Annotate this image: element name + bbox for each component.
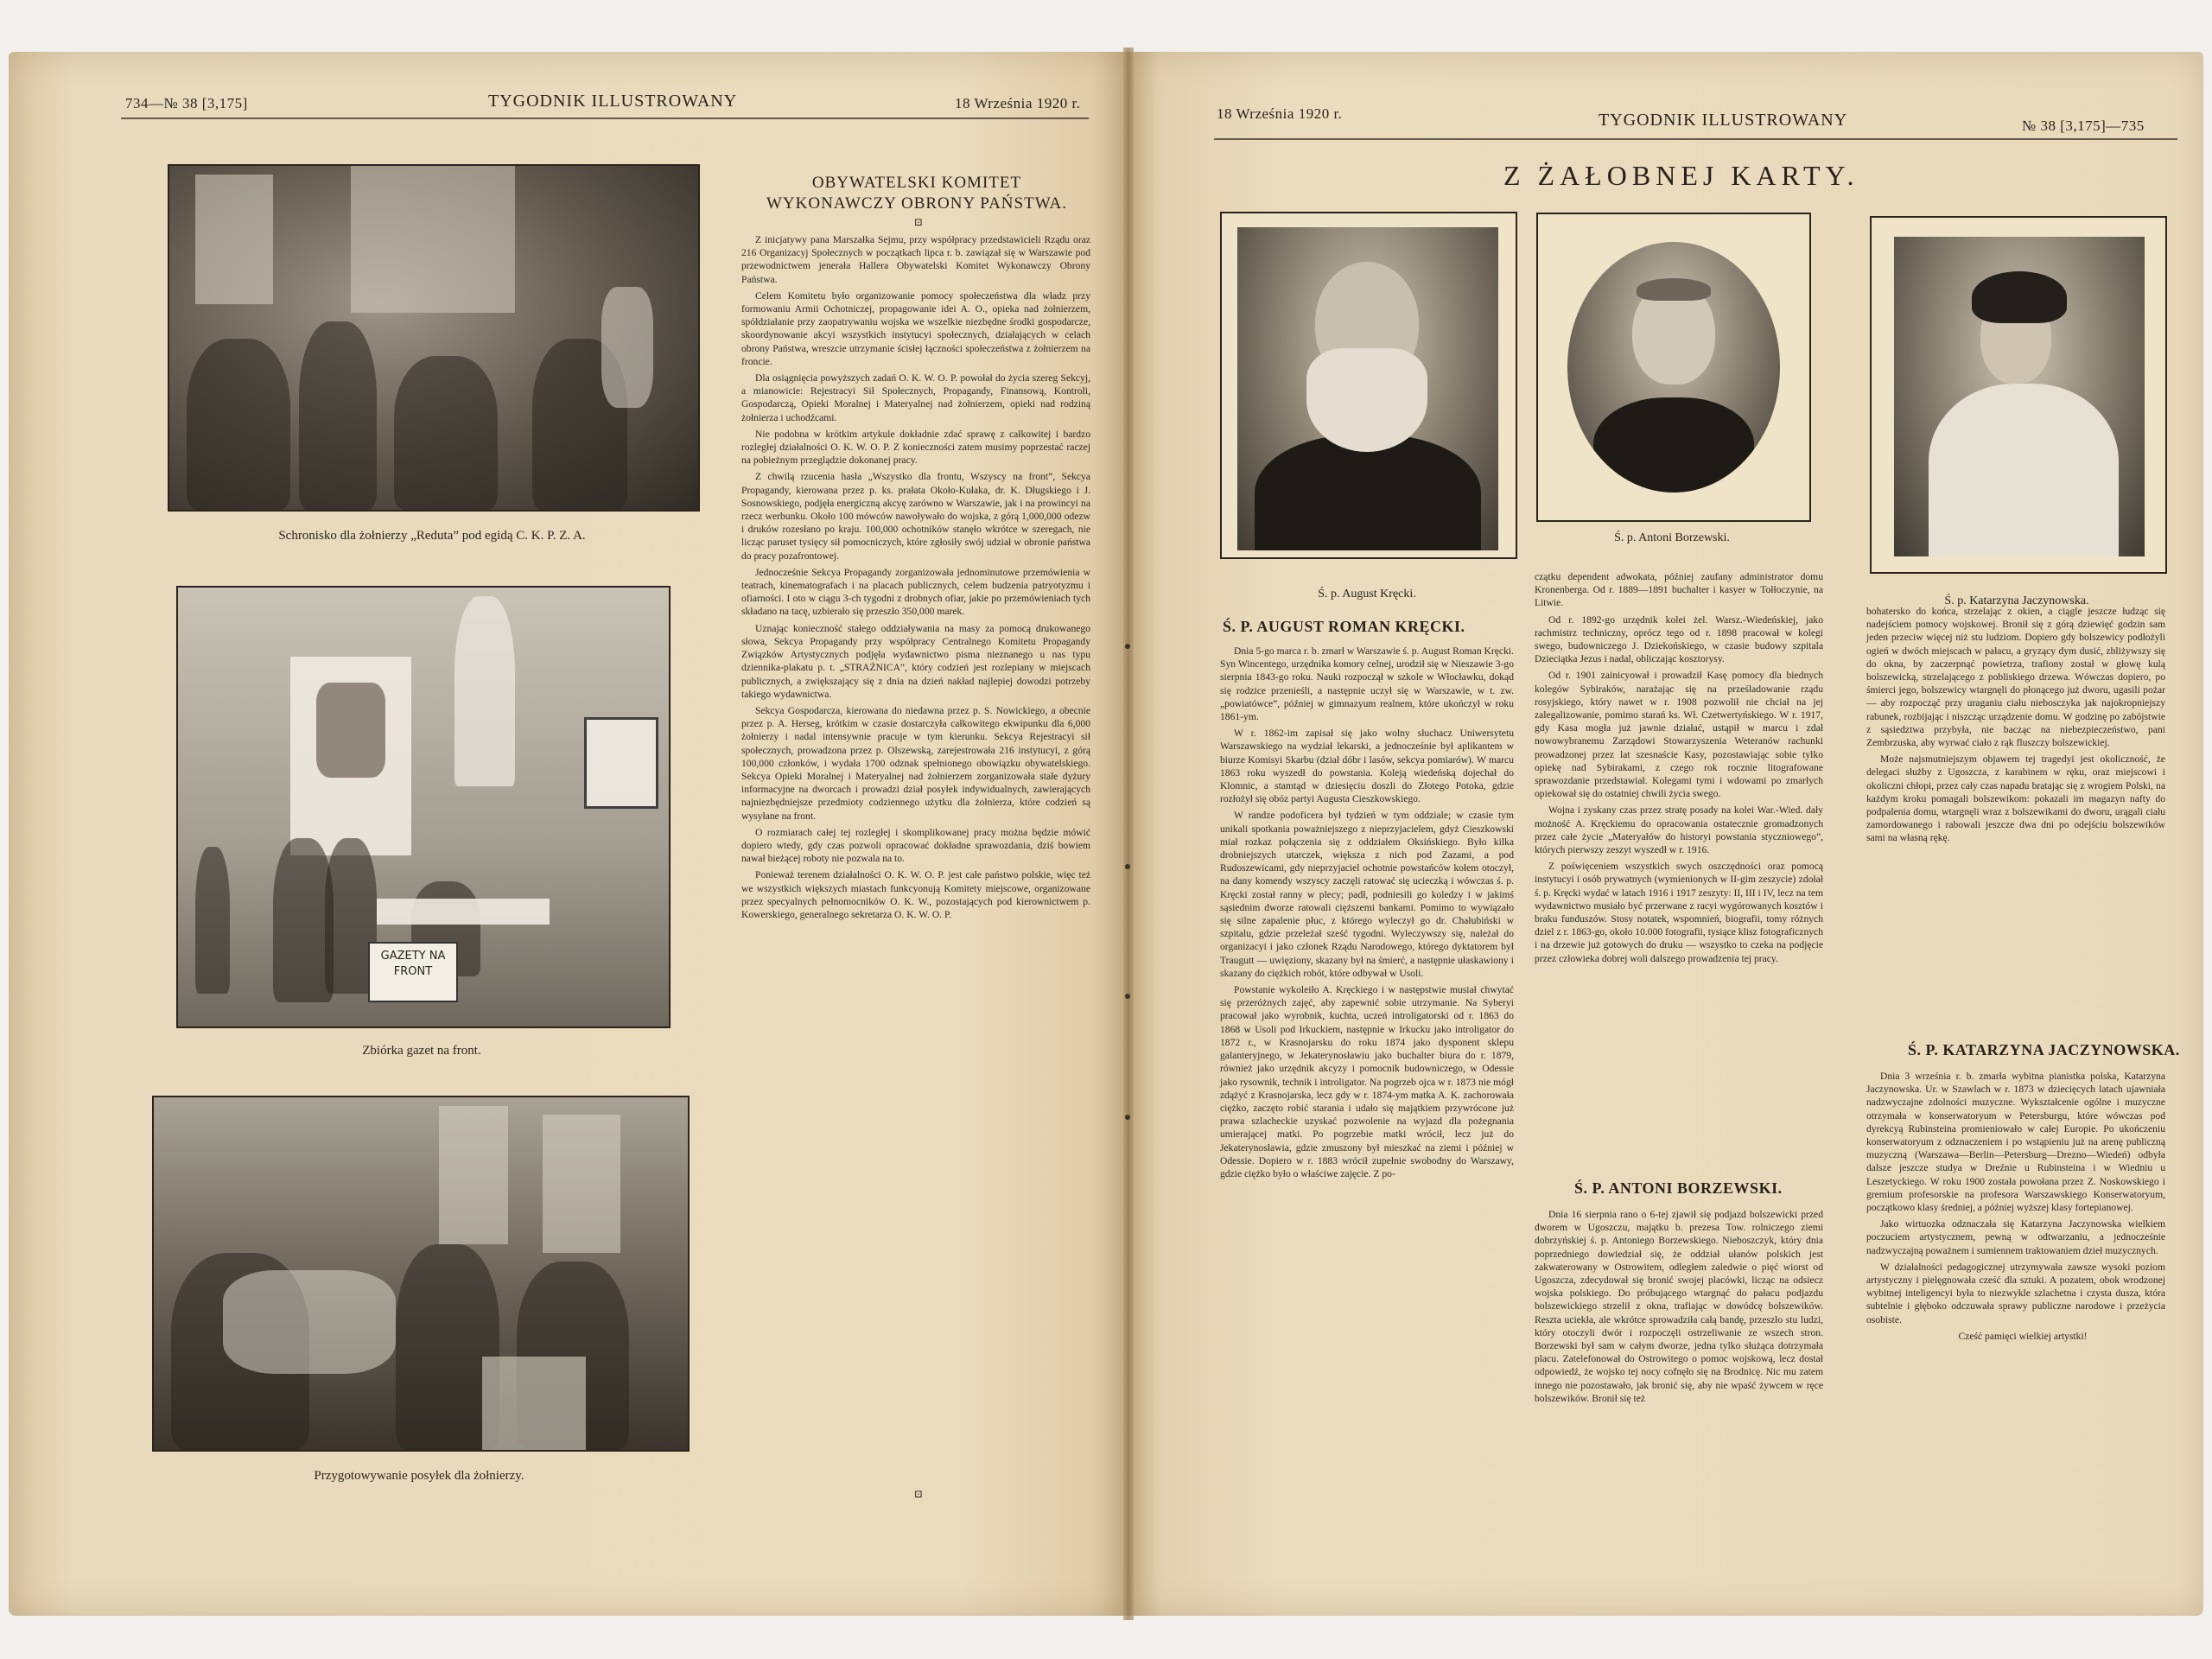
obituary-paragraph: Z poświęceniem wszystkich swych oszczędności oraz pomocą instytucyi i osób prywatnych (wymienionych w II-gim zeszycie) zdołał ś. p. Kręcki wydać w latach 1916 i 1917 zeszyty: II, III i IV, lecz na tem wydawnictwo musiało być przerwane z racyi wygórowanych kosztów i braku funduszów. Stosy notatek, wspomnień, biografii, tomy różnych dziel z r. 1863-go, około 10.000 fotografii, tysiące klisz fotograficznych i na drzewie już gotowych do druku — wszystko to czeka na podjęcie przez człowieka dobrej woli dalszego prowadzenia tej pracy.	[1535, 861, 1823, 964]
obituary-paragraph: Wojna i zyskany czas przez stratę posady na kolei War.-Wied. dały możność A. Kręckiemu do opracowania ostatecznie gromadzonych przez całe życie „Materyałów do historyi powstania styczniowego”, których pierwszy zeszyt wyszedł w r. 1916.	[1535, 804, 1823, 856]
article-title-line-2: WYKONAWCZY OBRONY PAŃSTWA.	[766, 194, 1067, 213]
portrait-frame-jaczynowska	[1870, 216, 2167, 574]
article-end-ornament: ⊡	[914, 1488, 924, 1500]
right-header-title: TYGODNIK ILLUSTROWANY	[1599, 111, 1848, 130]
portrait-antoni-borzewski	[1567, 242, 1780, 493]
obituary-paragraph: W randze podoficera był tydzień w tym oddziale; w czasie tym unikali spotkania poważniejszego z nieprzyjacielem, gdyż Cieszkowski miał rozkaz połączenia się z oddziałem Oksińskiego. Było kilka drobniejszych utarczek, większa z nich pod Zazami, a pod Rudoszewicami, gdy nieprzyjaciel ochotnie powstańców kołem otoczył, na dany komendy wszyscy zaczęli ratować się ucieczką i wówczas ś. p. Kręcki został ranny w plecy; padł, podniesili go koledzy i w jakimś sąsiednim dworze ratowali cięższemi bankami. Pomimo to wywiązało się silne zapalenie płuc, z którego wyleczył go dr. Chałubiński w szpitalu, gdzie przeleżał sześć tygodni. Wyleczywszy się, należał do organizacyi i jako członek Rządu Narodowego, którego dyktatorem był Traugutt — uwięziony, skazany był na śmierć, a następnie ułaskawiony i skazany do ciężkich robót, które odbywał w Usoli.	[1220, 810, 1514, 979]
obituary-paragraph: czątku dependent adwokata, później zaufany administrator domu Kronenberga. Od r. 1889—1891 buchalter i kasyer w Tołłoczynie, na Litwie.	[1535, 571, 1823, 609]
portrait-august-krecki	[1237, 227, 1498, 550]
portrait-caption-borzewski: Ś. p. Antoni Borzewski.	[1614, 531, 1730, 544]
article-paragraph: Uznając konieczność stałego oddziaływania na masy za pomocą drukowanego słowa, Sekcya Propagandy przy współpracy Centralnego Komitetu Propagandy Związków Artystycznych podjęła wydawnictwo pisma nieznanego u nas typu dziennika-plakatu p. t. „STRAŻNICA”, który codzień jest rozlepiany w miejscach publicznych, a zwiększający się z dnia na dzień nakład najlepiej dowodzi potrzeby takiego wydawnictwa.	[741, 622, 1090, 700]
article-paragraph: Z inicjatywy pana Marszałka Sejmu, przy współpracy przedstawicieli Rządu oraz 216 Organizacyj Społecznych w początkach lipca r. b. zawiązał się w Warszawie pod przewodnictwem jenerała Hallera Obywatelski Komitet Wykonawczy Obrony Państwa.	[741, 234, 1090, 285]
photo-reduta-shelter	[168, 164, 700, 512]
left-header-title: TYGODNIK ILLUSTROWANY	[488, 92, 738, 111]
article-paragraph: Dla osiągnięcia powyższych zadań O. K. W. O. P. powołał do życia szereg Sekcyj, a mianowicie: Rejestracyi Sił Społecznych, Propagandy, Finansową, Kontroli, Gospodarczą, Opieki Moralnej i Materyalnej nad żołnierzem, opieki nad rodziną żołnierza i uchodźcami.	[741, 372, 1090, 423]
article-paragraph: Sekcya Gospodarcza, kierowana do niedawna przez p. S. Nowickiego, a obecnie przez p. A. Herseg, krótkim w czasie dostarczyła całkowitego ekwipunku dla 6,000 żołnierzy i nadal intensywnie pracuje w tym kierunku. Sekcya Rejestracyi sił społecznych, prowadzona przez p. Olszewską, zarejestrowała 216 instytucyi, z górą 100,000 członków, i wydała 1700 odznak spełnionego obowiązku obywatelskiego. Sekcya Opieki Moralnej i Materyalnej nad żołnierzem zorganizowała stałe dyżury informacyjne na dworcach i prowadzi dział posyłek indywidualnych, zawierających najniezbędniejsze przedmioty codziennego użytku dla żołnierza, które codzień są wysyłane na front.	[741, 704, 1090, 822]
portrait-caption-jaczynowska: Ś. p. Katarzyna Jaczynowska.	[1944, 594, 2089, 607]
left-header-date: 18 Września 1920 r.	[955, 95, 1081, 111]
article-paragraph: Ponieważ terenem działalności O. K. W. O. P. jest całe państwo polskie, więc też we wszystkich większych miastach funkcyonują Komitety miejscowe, organizowane przez specyalnych pełnomocników O. K. W., pozostających pod kierownictwem p. Kowerskiego, generalnego sekretarza O. K. W. O. P.	[741, 869, 1090, 920]
right-header-date: 18 Września 1920 r.	[1217, 105, 1343, 122]
article-paragraph: Nie podobna w krótkim artykule dokładnie zdać sprawę z całkowitej i bardzo rozległej działalności O. K. W. O. P. Z konieczności zatem musimy poprzestać raczej na pobieżnym przeglądzie dokonanej pracy.	[741, 428, 1090, 467]
photo-newspaper-collection	[176, 586, 671, 1028]
binding-hole	[1125, 1115, 1130, 1120]
left-header-rule	[121, 118, 1089, 119]
portrait-frame-krecki	[1220, 212, 1517, 559]
column-3	[1866, 605, 2165, 849]
article-paragraph: Jednocześnie Sekcya Propagandy zorganizowała jednominutowe przemówienia w teatrach, kinematografach i na placach publicznych, celem budzenia patryotyzmu i ofiarności. I oto w ciągu 3-ch tygodni z drobnych ofiar, jakie po przemówieniach tych składano na tacę, uzbierało się przeszło 350,000 marek.	[741, 566, 1090, 618]
obituary-paragraph: Od r. 1901 zainicyował i prowadził Kasę pomocy dla biednych kolegów Sybiraków, narażając się na prześladowanie rządu rosyjskiego, który nawet w r. 1908 pozwolił nie chciał na jej zalegalizowanie, pomimo starań ks. Wł. Czetwertyńskiego. W r. 1917, gdy Kasa mogła już jawnie działać, ustąpił w marcu i zdał nowowybranemu Zarządowi Stowarzyszenia Weteranów rachunki prowadzonej przez lat szesnaście Kasy, pozostawiając sobie tylko opiekę nad Sybirakami, z czego rok rocznie litografowane sprawozdanie przedstawiał. Kolegami tymi i wdowami po zmarłych opiekował się do ostatniej chwili życia swego.	[1535, 670, 1823, 800]
obituary-paragraph: Dnia 3 września r. b. zmarła wybitna pianistka polska, Katarzyna Jaczynowska. Ur. w Szawlach w r. 1873 w dziecięcych latach ujawniała nadzwyczajne zdolności muzyczne. Wykształcenie ogólne i muzyczne otrzymała w konserwatoryum w Petersburgu, które wówczas pod dyrekcyą Rubinsteina promieniowało w całej Europie. Po ukończeniu konserwatoryum z odznaczeniem i po wstąpieniu już na arenę publiczną muzyczną (Warszawa—Berlin—Petersburg—Drezno—Wiedeń) odbyła dalsze jeszcze studya w Dreźnie u Rubinsteina i w Wiedniu u Leszetyckiego. W roku 1900 została powołana przez Z. Noskowskiego i gremium profesorskie na profesora Warszawskiego Konserwatoryum, początkowo klasy średniej, a później wyższej klasy fortepianowej.	[1866, 1071, 2165, 1214]
article-paragraph: Celem Komitetu było organizowanie pomocy społeczeństwa dla władz przy formowaniu Armii Ochotniczej, propagowanie idei A. O., opieka nad żołnierzem, spółdziałanie przy zaopatrywaniu wojska we wszelkie niezbędne środki gospodarcze, skoordynowanie akcyi wszystkich instytucyi społecznych, działających w celach obrony Państwa, wreszcie utrzymanie ścisłej łączności społeczeństwa z żołnierzem na froncie.	[741, 289, 1090, 367]
obituary-paragraph: W działalności pedagogicznej utrzymywała zawsze wysoki poziom artystyczny i pielęgnowała cześć dla sztuki. A pozatem, obok wrodzonej wybitnej inteligencyi była to niezwykle szlachetna i czysta dusza, która subtelnie i głęboko odczuwała sprawy publiczne narodowe i przeżycia osobiste.	[1866, 1261, 2165, 1325]
book-gutter	[1123, 48, 1134, 1620]
column-1	[1220, 645, 1514, 1184]
right-header-rule	[1214, 138, 2177, 140]
article-body	[741, 233, 1090, 925]
portrait-caption-krecki: Ś. p. August Kręcki.	[1318, 588, 1416, 601]
article-title-line-1: OBYWATELSKI KOMITET	[811, 174, 1022, 192]
obituary-closing: Cześć pamięci wielkiej artystki!	[1958, 1330, 2088, 1342]
obituary-paragraph: Powstanie wykoleiło A. Kręckiego i w następstwie musiał chwytać się przeróżnych zajęć, aby zapewnić sobie utrzymanie. Na Syberyi pracował jako wyrobnik, kuchta, uczeń introligatorski od r. 1863 do 1868 w Usoli pod Irkuckiem, następnie w Irkucku jako introligator do 1872 r., w Krasnojarsku do roku 1874 jako dysponent sklepu galanteryjnego, w Jekaterynosławiu jako buchalter biura do r. 1879, również jako urzędnik akcyzy i pomocnik budowniczego, w Odessie jako rysownik, technik i introligator. Na pogrzeb ojca w r. 1873 nie mógł zdążyć z Krasnojarska, lecz gdy w r. 1874-ym matka A. K. zachorowała ciężko, zaczęto robić starania i udało się majątkiem przywrócone już prawa szlacheckie uzyskać pozwolenie na wyjazd dla pożegnania umierającej matki. Po pogrzebie matki wrócił, lecz już do Jekaterynosławia, gdzie zmuszony był mieszkać na ziemi i później w Odessie. Dopiero w r. 1883 wrócił zupełnie swobodny do Warszawy, gdzie ciężko było o właściwe zajęcie. Z po-	[1220, 984, 1514, 1179]
caption-photo-2: Zbiórka gazet na front.	[362, 1044, 481, 1058]
binding-hole	[1125, 644, 1130, 649]
binding-hole	[1125, 864, 1130, 869]
portrait-frame-borzewski	[1536, 213, 1811, 522]
binding-hole	[1125, 994, 1130, 999]
heading-krecki: Ś. P. AUGUST ROMAN KRĘCKI.	[1223, 618, 1465, 635]
article-paragraph: O rozmiarach całej tej rozległej i skomplikowanej pracy można będzie mówić dopiero wtedy, gdy czas pozwoli opracować dokładne sprawozdania, dziś bowiem nawał bieżącej roboty nie pozwala na to.	[741, 826, 1090, 865]
caption-photo-3: Przygotowywanie posyłek dla żołnierzy.	[314, 1469, 524, 1483]
left-page-number: 734—№ 38 [3,175]	[125, 95, 248, 111]
column-3b	[1866, 1070, 2165, 1346]
right-page-number: № 38 [3,175]—735	[2022, 118, 2145, 134]
obituary-paragraph: Dnia 16 sierpnia rano o 6-tej zjawił się podjazd bolszewicki przed dworem w Ugoszczu, majątku b. prezesa Tow. rolniczego ziemi dobrzyńskiej ś. p. Antoniego Borzewskiego. Nieboszczyk, który dnia poprzedniego dowiedział się, że oddział ułanów polskich jest zakwaterowany w Ostrowitem, odległem zaledwie o pięć wiorst od Ugoszcza, zdecydował się bronić swojej placówki, licząc na odsiecz wojska polskiego. Do próbującego wtargnąć do pałacu podjazdu bolszewickiego strzelił z okna, trafiając w dowódcę bolszewików. Reszta uciekła, ale wkrótce sprowadziła całą bandę, przeszło stu ludzi, który otoczyli dwór i rozpoczęli ostrzeliwanie ze wszech stron. Borzewski był sam w całym dworze, jedna tylko służąca dotrzymała placu. Zatelefonował do Ostrowitego o pomoc wojskową, lecz dostał odpowiedź, że wojsko tej nocy cofnęło się na Brodnicę. Nic mu zatem innego nie pozostawało, jak bronić się, aby nie wpaść żywcem w ręce bolszewików. Bronił się też	[1535, 1209, 1823, 1404]
obituary-paragraph: bohatersko do końca, strzelając z okien, a ciągle jeszcze łudząc się nadejściem pomocy wojskowej. Bronił się z górą dziewięć godzin sam jeden przeciw więcej niż stu ludziom. Dopiero gdy bolszewicy podłożyli ogień w dwóch miejscach w pałacu, a gryzący dym dusić, zbliżywszy się do okna, by zaczerpnąć powietrza, trafiony został w głowę kulą bolszewicką, strzelającego z pobliskiego drzewa. Wówczas dopiero, po śmierci jego, bolszewicy wtargnęli do płonącego już dworu, ugasili pożar — aby rozpocząć przy uraganiu ciału niebosczyka jak najokropniejszy rabunek, rozbijając i niszcząc urządzenie domu. W godzinę po zabójstwie z sąsiedztwa przybyła, nie bacząc na niebezpieczeństwo, pani Zembrzuska, aby wyrwać ciało z rąk fluszczy bolszewickiej.	[1866, 606, 2165, 749]
column-2b	[1535, 1208, 1823, 1408]
portrait-katarzyna-jaczynowska	[1894, 237, 2145, 556]
sign-gazety-na-front: GAZETY NA FRONT	[368, 942, 458, 1002]
obituary-paragraph: W r. 1862-im zapisał się jako wolny słuchacz Uniwersytetu Warszawskiego na wydział lekarski, a jednocześnie był aplikantem w biurze Komisyi Skarbu (dział dóbr i lasów, sekcya pomiarów). W marcu 1863 roku wyszedł do powstania. Koleją wiedeńską dojechał do Klomnic, a stamtąd w dziesięciu doszli do Złotego Potoka, gdzie rozłożył się obóz partyi Augusta Cieszkowskiego.	[1220, 728, 1514, 805]
heading-jaczynowska: Ś. P. KATARZYNA JACZYNOWSKA.	[1908, 1041, 2180, 1058]
article-title	[740, 173, 1094, 214]
obituary-paragraph: Może najsmutniejszym objawem tej tragedyi jest okoliczność, że delegaci służby z Ugoszcza, z karabinem w ręku, oraz miejscowi i okoliczni chłopi, przez cały czas napadu bratając się z wrogiem Polski, na każdym kroku pomagali bolszewikom: pokazali im magazyn nafty do podpalenia domu, wtargnęli wraz z bolszewikami do dworu, urągali ciału zamordowanego i rabowali jeszcze dwa dni po odejściu bolszewików sami na własną rękę.	[1866, 753, 2165, 844]
obituary-paragraph: Jako wirtuozka odznaczała się Katarzyna Jaczynowska wielkiem poczuciem artystycznem, pewną w odtwarzaniu, a jednocześnie nadzwyczajną poważnem i sumiennem traktowaniem dzieł muzycznych.	[1866, 1218, 2165, 1256]
article-paragraph: Z chwilą rzucenia hasła „Wszystko dla frontu, Wszyscy na front”, Sekcya Propagandy, kierowana przez p. ks. prałata Około-Kułaka, dr. K. Długskiego i J. Sosnowskiego, podjęła energiczną akcyę zarówno w Warszawie, jak i na prowincyi na rzecz werbunku. Około 100 mówców nawoływało do wojska, z górą 1,000,000 odezw i druków rozesłano po kraju. 100,000 ochotników stanęło wkrótce w szeregach, nie licząc paruset tysięcy sił pomocniczych, które zgłosiły swój udział w obronie państwa do pracy pozafrontowej.	[741, 471, 1090, 562]
article-ornament: ⊡	[914, 216, 924, 228]
photo-parcel-preparation	[152, 1096, 690, 1452]
heading-borzewski: Ś. P. ANTONI BORZEWSKI.	[1574, 1179, 1783, 1197]
column-2	[1535, 570, 1823, 969]
obituary-paragraph: Dnia 5-go marca r. b. zmarł w Warszawie ś. p. August Roman Kręcki. Syn Wincentego, urzędnika komory celnej, urodził się w Nieszawie 3-go sierpnia 1843-go roku. Nauki rozpoczął w szkole w Włocławku, dokąd się rodzice przenieśli, a następnie uczył się w Warszawie, w t. zw. „powiatówce”, później w gimnazyum realnem, które ukończył w roku 1861-ym.	[1220, 645, 1514, 723]
obituary-paragraph: Od r. 1892-go urzędnik kolei żel. Warsz.-Wiedeńskiej, jako rachmistrz techniczny, oprócz tego od r. 1898 pracował w kolegi swego, budowniczego J. Dziekońskiego, w czasie budowy szpitala Dzieciątka Jezus i nadal, obliczając kosztorysy.	[1535, 613, 1823, 665]
section-title: Z ŻAŁOBNEJ KARTY.	[1503, 160, 1859, 191]
caption-photo-1: Schronisko dla żołnierzy „Reduta” pod egidą C. K. P. Z. A.	[278, 529, 586, 543]
